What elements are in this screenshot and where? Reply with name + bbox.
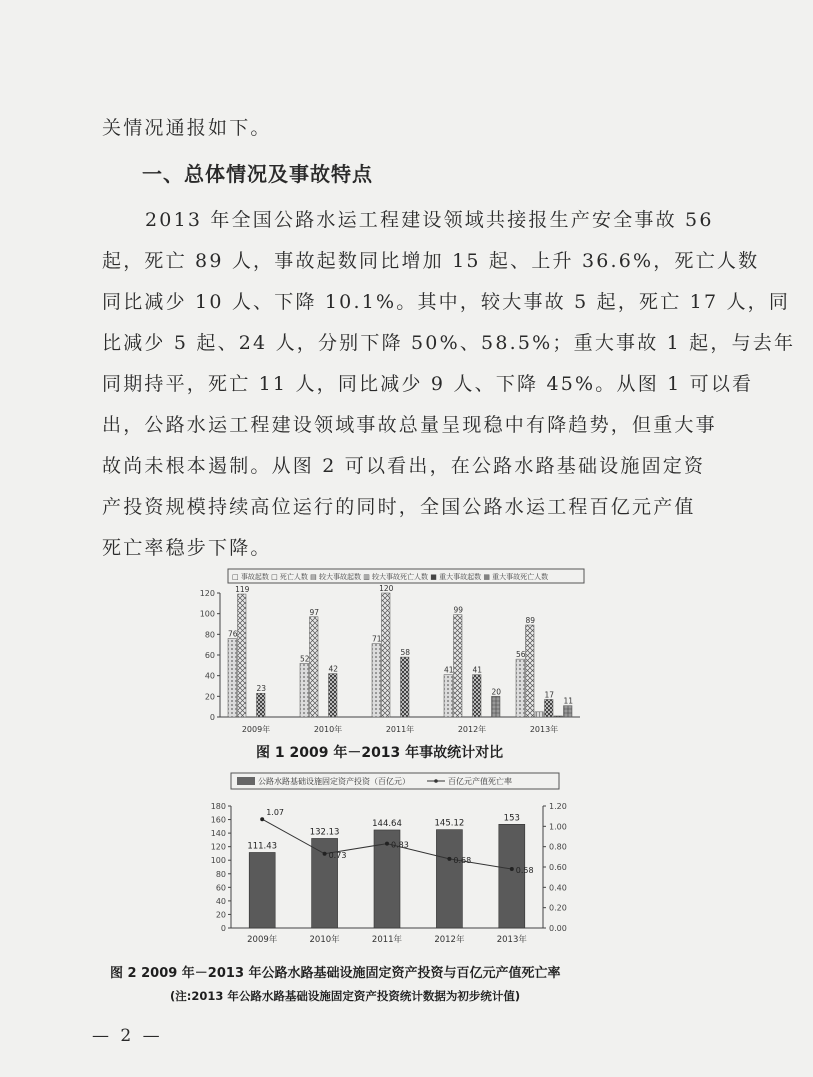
legend-line-label: 百亿元产值死亡率: [448, 777, 512, 786]
text-line-1: 关情况通报如下。: [102, 117, 272, 139]
bar: [526, 625, 535, 717]
x-tick-label: 2012年: [434, 935, 465, 945]
bar-label: 56: [515, 650, 526, 660]
investment-bar-label: 144.64: [372, 818, 402, 829]
bar: [444, 675, 453, 717]
bar-label: 120: [379, 584, 394, 593]
x-tick-label: 2010年: [309, 935, 340, 945]
y-tick-label: 60: [204, 651, 215, 660]
x-tick-label: 2012年: [457, 725, 487, 734]
bar-label: 97: [309, 607, 320, 617]
bar-label: 89: [525, 616, 536, 626]
x-tick-label: 2013年: [529, 725, 559, 734]
paragraph-line: 起，死亡 89 人，事故起数同比增加 15 起、上升 36.6%，死亡人数: [102, 250, 760, 272]
bar-label: 76: [227, 629, 238, 639]
bar-label: 41: [443, 665, 454, 675]
legend-text: □ 事故起数 □ 死亡人数 ▤ 较大事故起数 ▥ 较大事故死亡人数 ■ 重大事故起数 ▦ 重大事故死亡人数: [232, 573, 549, 581]
y-tick-label-right: 1.20: [549, 802, 567, 811]
y-tick-label-right: 0.60: [549, 863, 567, 872]
paragraph-line: 同比减少 10 人、下降 10.1%。其中，较大事故 5 起，死亡 17 人，同: [102, 291, 791, 313]
y-tick-label-left: 120: [210, 842, 226, 852]
x-tick-label: 2011年: [385, 725, 415, 734]
y-tick-label-right: 0.20: [549, 903, 567, 913]
paragraph-line: 故尚未根本遏制。从图 2 可以看出，在公路水路基础设施固定资: [102, 455, 706, 477]
legend-line-marker: [434, 779, 438, 783]
x-tick-label: 2009年: [241, 725, 271, 734]
bar: [516, 659, 525, 717]
x-tick-label: 2010年: [313, 725, 343, 734]
figure-2-caption: 图 2 2009 年－2013 年公路水路基础设施固定资产投资与百亿元产值死亡率: [110, 966, 561, 981]
figure-2-note: (注:2013 年公路水路基础设施固定资产投资统计数据为初步统计值): [170, 989, 521, 1003]
bar-label: 58: [400, 648, 411, 658]
bar: [300, 663, 309, 717]
death-rate-point: [447, 857, 451, 861]
y-tick-label-right: 0.40: [549, 883, 567, 893]
bar: [329, 674, 338, 717]
bar-label: 42: [328, 664, 339, 674]
bar: [382, 593, 391, 717]
death-rate-label: 0.68: [453, 855, 472, 865]
y-tick-label-left: 40: [215, 896, 226, 906]
bar-label: 41: [472, 665, 483, 675]
death-rate-point: [510, 867, 514, 871]
bar: [238, 594, 247, 717]
death-rate-point: [323, 852, 327, 856]
investment-bar-label: 153: [503, 813, 520, 824]
investment-bar-label: 111.43: [247, 841, 278, 852]
investment-bar-label: 145.12: [434, 818, 465, 829]
paragraph-line: 出，公路水运工程建设领域事故总量呈现稳中有降趋势，但重大事: [102, 414, 717, 436]
death-rate-label: 0.83: [391, 840, 409, 850]
y-tick-label-left: 140: [210, 829, 226, 839]
bar: [401, 657, 410, 717]
legend-bar-swatch: [237, 777, 255, 785]
y-tick-label-left: 80: [215, 869, 226, 879]
y-tick-label-left: 0: [220, 924, 226, 933]
y-tick-label-right: 0.00: [549, 924, 567, 933]
bar-label: 23: [256, 684, 267, 694]
y-tick-label-left: 20: [215, 910, 226, 920]
bar: [454, 615, 463, 717]
paragraph-line: 死亡率稳步下降。: [102, 537, 272, 559]
bar: [554, 716, 563, 717]
y-tick-label: 120: [199, 589, 215, 598]
y-tick-label: 100: [199, 609, 215, 619]
y-tick-label: 80: [204, 630, 215, 640]
bar: [492, 696, 501, 717]
y-tick-label-left: 180: [210, 802, 226, 811]
death-rate-label: 0.58: [515, 866, 534, 876]
death-rate-point: [260, 817, 264, 821]
bar: [545, 699, 554, 717]
investment-bar-label: 132.13: [309, 827, 340, 838]
bar: [257, 693, 266, 717]
figure-1-caption: 图 1 2009 年－2013 年事故统计对比: [256, 745, 504, 761]
death-rate-label: 1.07: [266, 808, 285, 818]
legend-bar-label: 公路水路基础设施固定资产投资（百亿元）: [258, 777, 410, 786]
bar: [473, 675, 482, 717]
bar: [564, 706, 573, 717]
bar-label: 17: [544, 690, 555, 700]
investment-bar: [436, 830, 462, 928]
investment-bar: [499, 824, 525, 928]
bar-label: 119: [235, 585, 250, 595]
page-number: — 2 —: [92, 1026, 163, 1046]
paragraph-line: 比减少 5 起、24 人，分别下降 50%、58.5%；重大事故 1 起，与去年: [102, 332, 796, 354]
x-tick-label: 2013年: [496, 935, 527, 945]
bar-label: 11: [563, 696, 574, 706]
bar-label: 52: [299, 654, 310, 664]
paragraph-line: 产投资规模持续高位运行的同时，全国公路水运工程百亿元产值: [102, 496, 696, 518]
investment-bar: [249, 852, 275, 928]
figure-2-bars: [247, 813, 524, 928]
section-heading: 一、总体情况及事故特点: [142, 162, 373, 186]
death-rate-point: [385, 842, 389, 846]
y-tick-label: 0: [209, 713, 215, 722]
bar-label: 71: [371, 634, 382, 644]
figure-1-chart: [190, 563, 590, 748]
bar: [310, 617, 319, 717]
bar: [535, 712, 544, 717]
x-tick-label: 2009年: [247, 935, 278, 945]
y-tick-label: 40: [204, 671, 215, 681]
paragraph-line: 2013 年全国公路水运工程建设领域共接报生产安全事故 56: [145, 209, 714, 231]
y-tick-label: 20: [204, 692, 215, 702]
y-tick-label-left: 160: [210, 815, 226, 825]
death-rate-label: 0.73: [328, 850, 347, 860]
bar-label: 20: [491, 687, 502, 697]
figure-2-chart: [205, 770, 590, 960]
y-tick-label-left: 100: [210, 856, 226, 866]
y-tick-label-right: 1.00: [549, 822, 567, 832]
x-tick-label: 2011年: [371, 935, 403, 945]
paragraph-line: 同期持平，死亡 11 人，同比减少 9 人、下降 45%。从图 1 可以看: [102, 373, 754, 395]
bar-label: 99: [453, 605, 464, 615]
y-tick-label-right: 0.80: [549, 842, 567, 852]
bar: [372, 644, 381, 717]
bar: [228, 638, 237, 717]
y-tick-label-left: 60: [215, 883, 226, 893]
